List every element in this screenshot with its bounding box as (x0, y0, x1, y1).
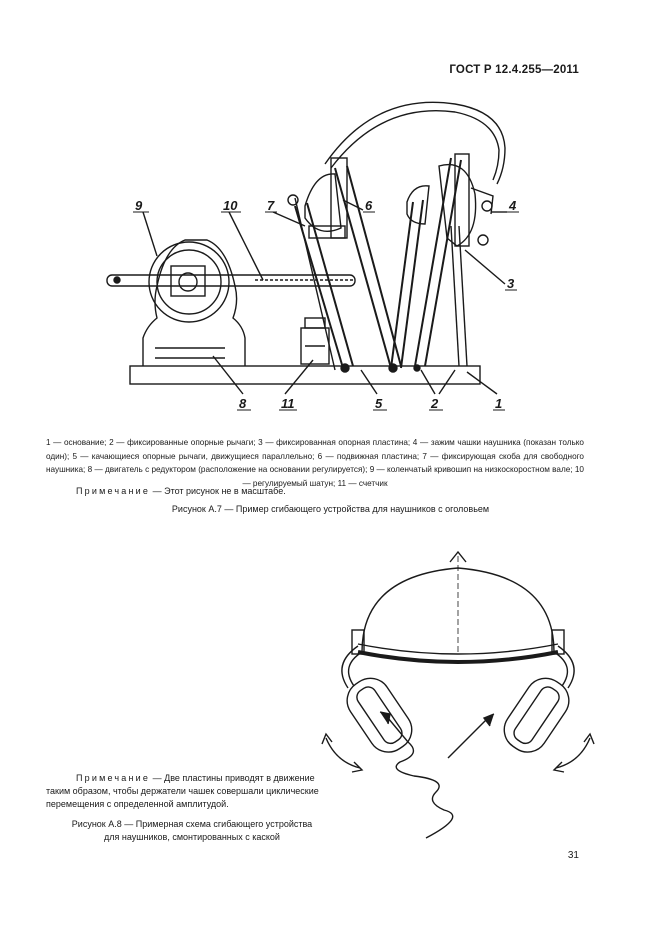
crankshaft-wheel (149, 242, 229, 322)
figure-a8-drawing (318, 548, 598, 848)
note-label: Примечание (76, 773, 151, 783)
callout-10: 10 (223, 198, 238, 213)
earcup-left (305, 174, 341, 231)
callout-6: 6 (365, 198, 373, 213)
figure-a7-note (76, 486, 286, 496)
figure-a7-drawing (95, 88, 535, 418)
note-label: Примечание (76, 486, 151, 496)
motor-housing (143, 240, 245, 366)
figure-a7-caption: Рисунок А.7 — Пример сгибающего устройства для наушников с оголовьем (171, 504, 490, 514)
earcup-right (497, 671, 577, 760)
note-text: — Этот рисунок не в масштабе. (150, 486, 286, 496)
callout-7: 7 (267, 198, 275, 213)
callout-11: 11 (281, 396, 295, 411)
callout-3: 3 (507, 276, 515, 291)
drive-link (388, 718, 453, 838)
document-code: ГОСТ Р 12.4.255—2011 (449, 64, 579, 76)
figure-a8-note (46, 772, 338, 810)
callout-1: 1 (495, 396, 503, 411)
note-text: — Две пластины приводят в движение таким образом, чтобы держатели чашек совершали циклические перемещения с определенной амплитудой. (46, 773, 319, 809)
figure-a8-caption (46, 818, 338, 844)
callout-2: 2 (431, 396, 439, 411)
earcup-left (339, 671, 419, 760)
callout-8: 8 (239, 396, 247, 411)
callout-9: 9 (135, 198, 143, 213)
figure-a7-legend: 1 — основание; 2 — фиксированные опорные рычаги; 3 — фиксированная опорная пластина; 4 — зажим чашки наушника (показан только один); 5 — качающиеся опорные рычаги, движущиеся параллельно; 6 — подвижная пластина; 7 — фиксирующая скоба для свободного наушника; 8 — двигатель с редуктором (расположение на основании регулируется); 9 — коленчатый кривошип на низкоскоростном вале; 10 — регулируемый шатун; 11 — счетчик (46, 438, 584, 488)
caption-line-1: Рисунок А.8 — Примерная схема сгибающего устройства (71, 819, 313, 829)
callout-5: 5 (375, 396, 383, 411)
headband (325, 102, 505, 184)
callout-4: 4 (509, 198, 517, 213)
caption-line-2: для наушников, смонтированных с каской (104, 831, 280, 842)
page-number: 31 (567, 850, 579, 861)
